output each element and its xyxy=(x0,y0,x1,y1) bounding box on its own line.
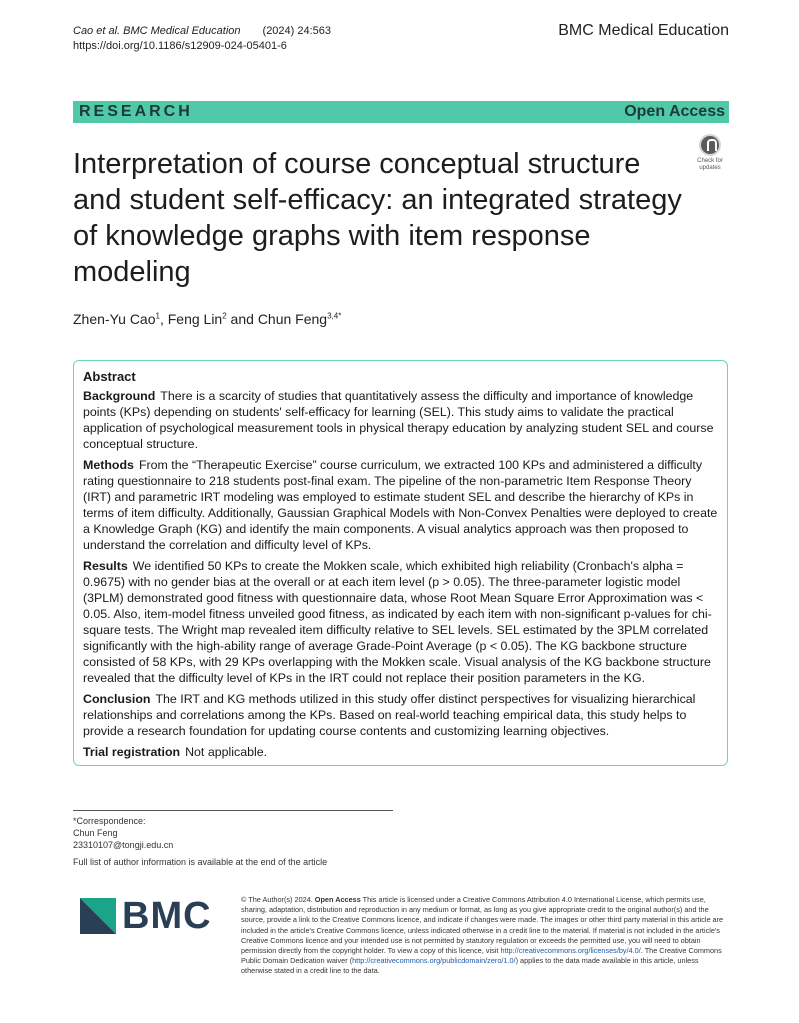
bookmark-icon xyxy=(699,134,721,156)
bmc-logo-mark-icon xyxy=(80,896,118,936)
bmc-logo-text: BMC xyxy=(122,895,212,937)
citation-year: (2024) 24:563 xyxy=(262,25,332,37)
author-info-note: Full list of author information is available at the end of the article xyxy=(73,857,328,867)
author-name[interactable]: Chun Feng xyxy=(257,311,328,327)
license-link[interactable]: http://creativecommons.org/licenses/by/4.0/ xyxy=(500,946,641,956)
citation-journal: Cao et al. BMC Medical Education xyxy=(73,25,241,37)
article-title: Interpretation of course conceptual structure and student self-efficacy: an integrated strategy of knowledge graphs with item response modeling xyxy=(73,148,682,288)
section-label: Methods xyxy=(83,458,134,472)
section-text: There is a scarcity of studies that quantitatively assess the difficulty and importance of knowledge points (KPs) depending on students' self-efficacy for learning (SEL). This study aims to validate the practical application of psychological measurement tools in physical therapy education by analyzing student SEL and course conceptual structure. xyxy=(83,389,714,451)
abstract-section xyxy=(83,388,718,452)
abstract-section xyxy=(83,744,718,760)
bmc-logo xyxy=(80,896,225,936)
affiliation-marker: 1 xyxy=(155,311,160,321)
section-text: From the “Therapeutic Exercise” course curriculum, we extracted 100 KPs and administered a difficulty rating questionnaire to 218 students post-final exam. The pipeline of the non-parametric Item Response Theory (IRT) and parametric IRT modeling was employed to estimate student SEL and describe the hierarchy of KPs in terms of item difficulty. Additionally, Gaussian Graphical Models with Non-Convex Penalties were deployed to create a Knowledge Graph (KG) and identify the main components. A visual analytics approach was then proposed to understand the correlation and difficulty level of KPs. xyxy=(83,458,718,552)
journal-name: BMC Medical Education xyxy=(558,22,729,39)
section-text: The IRT and KG methods utilized in this study offer distinct perspectives for visualizing hierarchical relationships and correlations among the KPs. Based on real-world teaching empirical data, this study helps to provide a research foundation for updating course contents and customizing learning objectives. xyxy=(83,692,696,738)
section-text: Not applicable. xyxy=(185,745,268,759)
section-label: Conclusion xyxy=(83,692,151,706)
open-access-label: Open Access xyxy=(624,103,725,120)
doi-link[interactable]: https://doi.org/10.1186/s12909-024-05401-6 xyxy=(73,40,287,52)
section-text: We identified 50 KPs to create the Mokken scale, which exhibited high reliability (Cronbach's alpha = 0.9675) with no gender bias at the overall or at each item level (p > 0.05). The three-parameter logistic model (3PLM) demonstrated good fitness with questionnaire data, whose Root Mean Square Error Approximation was < 0.05. Also, item-model fitness unveiled good fitness, as indicated by each item with non-significant p-values for chi-square tests. The Wright map revealed item difficulty relative to SEL levels. SEL estimated by the 3PLM correlated significantly with the high-ability range of average Grade-Point Average (p < 0.05). The KG backbone structure consisted of 58 KPs, with 29 KPs overlapping with the Mokken scale. Visual analysis of the KG backbone structure revealed that the difficulty level of KPs in the IRT could not replace their position parameters in the KG. xyxy=(83,559,712,685)
abstract-section xyxy=(83,691,718,739)
citation-block xyxy=(73,24,331,54)
abstract-box xyxy=(73,360,728,766)
author-list: Zhen-Yu Cao$^1$, Feng Lin$^2$ and Chun Feng$^{3,4*}$ xyxy=(73,311,342,327)
open-access-note: Open Access xyxy=(314,895,361,904)
section-label: Background xyxy=(83,389,156,403)
check-for-updates-text: Check for updates xyxy=(697,158,723,171)
section-label: Results xyxy=(83,559,128,573)
abstract-section xyxy=(83,558,718,686)
footnote-divider xyxy=(73,810,393,811)
public-domain-link[interactable]: http://creativecommons.org/publicdomain/zero/1.0/ xyxy=(352,956,516,966)
research-bar xyxy=(73,101,729,123)
author-name[interactable]: Zhen-Yu Cao xyxy=(73,311,156,327)
abstract-heading: Abstract xyxy=(83,369,136,384)
correspondence-block xyxy=(73,815,173,851)
check-for-updates-badge[interactable] xyxy=(690,134,730,174)
affiliation-marker: 3,4* xyxy=(327,311,342,321)
correspondence-label: *Correspondence: xyxy=(73,816,146,826)
correspondence-email[interactable]: 23310107@tongji.edu.cn xyxy=(73,840,174,850)
correspondence-name: Chun Feng xyxy=(73,828,118,838)
license-text: © The Author(s) 2024. Open Access This article is licensed under a Creative Commons Attribution 4.0 International License, which permits use, sharing, adaptation, distribution and reproduction in any medium or format, as long as you give appropriate credit to the original author(s) and the source, provide a link to the Creative Commons licence, and indicate if changes were made. The images or other third party material in this article are included in the article's Creative Commons licence, unless indicated otherwise in a credit line to the material. If material is not included in the article's Creative Commons licence and your intended use is not permitted by statutory regulation or exceeds the permitted use, you will need to obtain permission directly from the copyright holder. To view a copy of this licence, visit http://creativecommons.org/licenses/by/4.0/. The Creative Commons Public Domain Dedication waiver (http://creativecommons.org/publicdomain/zero/1.0/) applies to the data made available in this article, unless otherwise stated in a credit line to the data. xyxy=(241,895,724,976)
section-label: Trial registration xyxy=(83,745,181,759)
article-type-label: RESEARCH xyxy=(79,103,193,120)
affiliation-marker: 2 xyxy=(222,311,227,321)
author-name[interactable]: Feng Lin xyxy=(167,311,223,327)
abstract-section xyxy=(83,457,718,553)
